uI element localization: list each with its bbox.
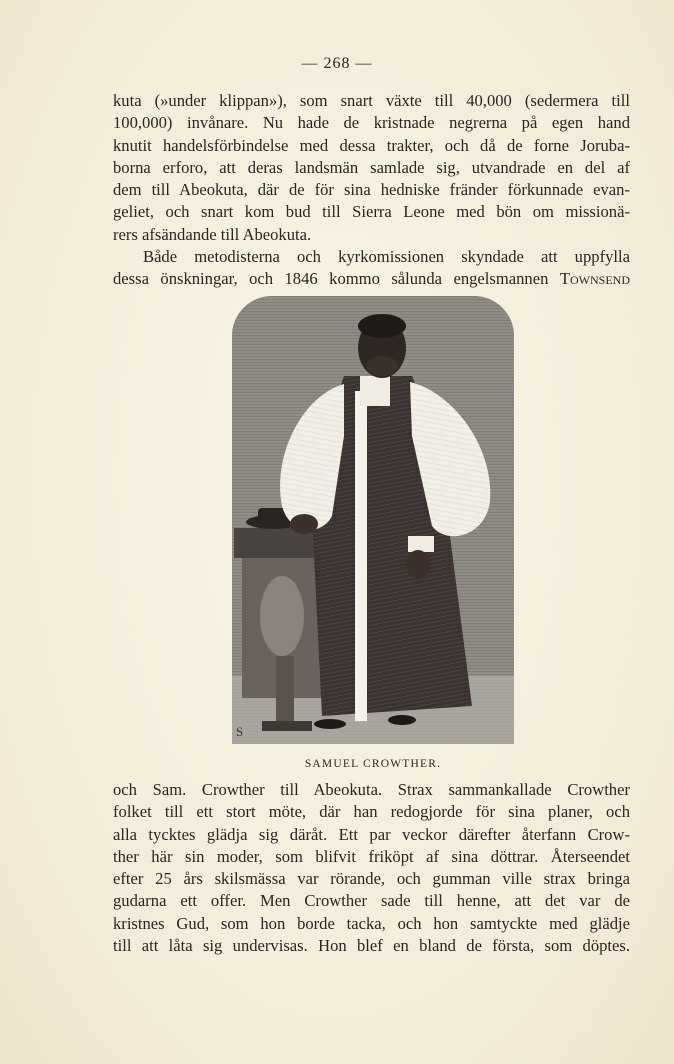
portrait-illustration <box>232 296 514 744</box>
author-name-smallcaps: Townsend <box>559 269 630 289</box>
text-line: folket till ett stort möte, där han redogjorde för sina planer, och <box>113 802 630 822</box>
text-line: dem till Abeokuta, där de för sina hedniske fränder förkunnade evan- <box>113 180 630 200</box>
engraver-mark: S <box>236 724 244 739</box>
text-line: Både metodisterna och kyrkomissionen skyndade att uppfylla <box>143 247 630 267</box>
text-line: alla tycktes glädja sig däråt. Ett par veckor därefter återfann Crow- <box>113 824 630 844</box>
text-line: 100,000) invånare. Nu hade de kristnade negrerna på egen hand <box>113 113 630 133</box>
text-line: rers afsändande till Abeokuta. <box>113 224 312 244</box>
text-line: gudarna ett offer. Men Crowther sade till henne, att det var de <box>113 891 630 911</box>
text-line: borna erforo, att deras landsmän samlade sig, utvandrade en del af <box>113 157 630 177</box>
page-number: — 268 — <box>301 55 373 72</box>
text-line: efter 25 års skilsmässa var rörande, och gumman ville strax bringa <box>113 869 630 889</box>
text-line <box>113 268 630 290</box>
text-line: ther här sin moder, som blifvit friköpt af sina döttrar. Återseendet <box>113 846 630 866</box>
text-line: och Sam. Crowther till Abeokuta. Strax sammankallade Crowther <box>113 780 630 799</box>
text-line: kristnes Gud, som hon borde tacka, och hon samtyckte med glädje <box>113 913 630 933</box>
text-line: kuta (»under klippan»), som snart växte till 40,000 (sedermera till <box>113 91 630 110</box>
text-line: knutit handelsförbindelse med dessa trakter, och då de forne Joruba- <box>113 135 630 155</box>
bottom-paragraph <box>113 779 630 957</box>
text-fragment: dessa önskningar, och 1846 kommo sålunda engelsmannen <box>113 269 560 289</box>
top-paragraph <box>113 90 630 291</box>
figure-caption: SAMUEL CROWTHER. <box>304 758 442 770</box>
portrait-engraving <box>232 296 514 744</box>
text-line: geliet, och snart kom bud till Sierra Leone med bön om missionä- <box>113 202 630 222</box>
text-line: till att låta sig undervisas. Hon blef en bland de första, som döptes. <box>113 936 630 956</box>
